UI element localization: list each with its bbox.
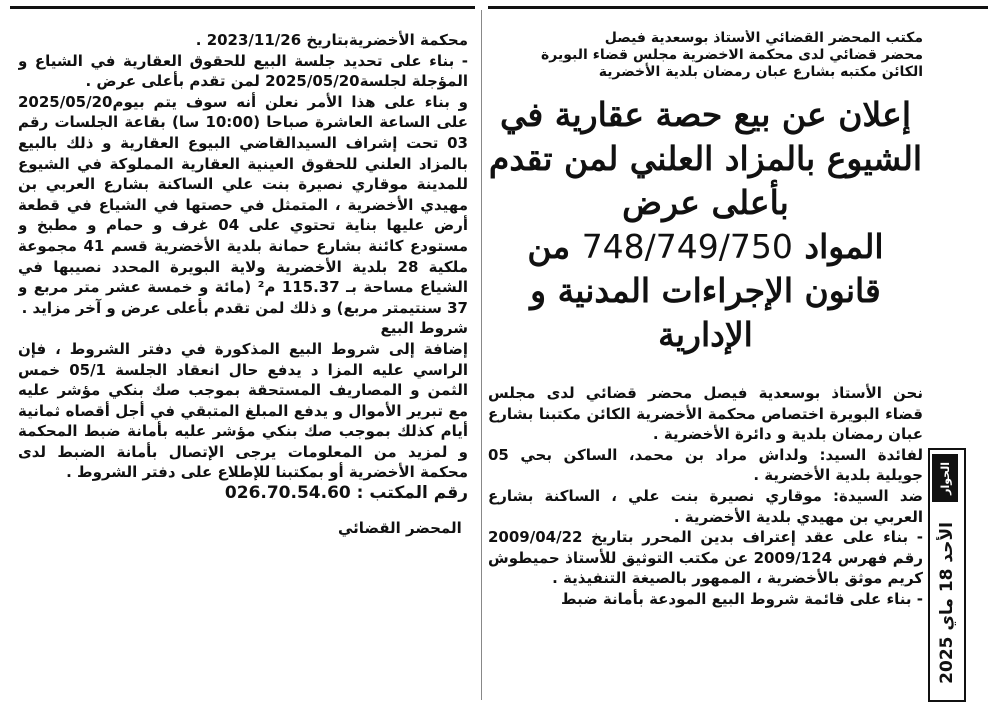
headline-line-1: إعلان عن بيع حصة عقارية في الشيوع بالمزاد العلني لمن تقدم بأعلى عرض — [488, 95, 923, 222]
headline-line-2 — [488, 225, 923, 357]
office-header — [488, 30, 923, 81]
sale-terms-paragraph: إضافة إلى شروط البيع المذكورة في دفتر الشروط ، فإن الراسي عليه المزا د يدفع حال انعقاد الجلسة 05/1 خمس الثمن و المصاريف المستحقة بموجب صك بنكي مؤشر عليه مع تبرير الأموال و يدفع المبلغ المتبقي في أجل أقصاه ثمانية أيام كذلك بموجب صك بنكي مؤشر عليه بأمانة ضبط المحكمة و لمزيد من المعلومات يرجى الإتصال بأمانة الضبط لدى محكمة الأخضرية أو بمكتبنا للإطلاع على دفتر الشروط . — [18, 339, 468, 482]
headline-suffix: من قانون الإجراءات المدنية و الإدارية — [527, 227, 881, 354]
office-line: مكتب المحضر القضائي الأستاذ بوسعدية فيصل — [604, 30, 923, 46]
newspaper-sidebar — [928, 448, 966, 702]
newspaper-logo-text: الحوار — [938, 461, 952, 495]
office-line: الكائن مكتبه بشارع عبان رمضان بلدية الأخضرية — [598, 64, 923, 80]
issue-date-text: الأحد 18 ماي 2025 — [937, 521, 957, 684]
announcement-headline — [488, 93, 923, 357]
sale-details-paragraph: و بناء على هذا الأمر نعلن أنه سوف يتم بيوم2025/05/20 على الساعة العاشرة صباحا (10:00 سا) بقاعة الجلسات رقم 03 تحت إشراف السيدالقاضي البيوع العقارية و ذلك بالبيع بالمزاد العلني للحقوق العينية العقارية المملوكة في الشيوع للمدينة موقاري نصيرة بنت علي الساكنة بشارع العربي بن مهيدي الأخضرية ، المتمثل في حصتها في الشياع في قطعة أرض عليها بناية تحتوي على 04 غرف و حمام و مطبخ و مستودع كائنة بشارع حمانة بلدية الأخضرية قسم 41 مجموعة ملكية 28 بلدية الأخضرية ولاية البويرة المحدد نصيبها في الشياع مساحة بـ 115.37 م² (مائة و خمسة عشر متر مربع و 37 سنتيمتر مربع) و ذلك لمن تقدم بأعلى عرض و آخر مزايد . — [18, 92, 468, 317]
top-rule-left — [10, 6, 475, 9]
sale-terms-label: شروط البيع — [380, 319, 468, 338]
office-line: محضر قضائي لدى محكمة الاخضرية مجلس قضاء البويرة — [541, 47, 923, 63]
issue-date — [930, 510, 964, 695]
signature: المحضر القضائي — [338, 518, 462, 537]
phone-number: 026.70.54.60 — [224, 483, 351, 504]
office-phone — [18, 483, 468, 504]
phone-label: رقم المكتب : — [356, 483, 468, 504]
right-column — [488, 30, 923, 702]
session-paragraph: - بناء على تحديد جلسة البيع للحقوق العقارية في الشياع و المؤجلة لجلسة2025/05/20 لمن تقدم بأعلى عرض . — [18, 51, 468, 91]
beneficiary-paragraph: لفائدة السيد: ولداش مراد بن محمد، الساكن بحي 05 جويلية بلدية الأخضرية . — [488, 445, 923, 485]
intro-paragraph: نحن الأستاذ بوسعدية فيصل محضر قضائي لدى مجلس قضاء البويرة اختصاص محكمة الأخضرية الكائن مكتبنا بشارع عبان رمضان بلدية و دائرة الأخضرية . — [488, 384, 923, 444]
headline-article-numbers: 748/749/750 — [581, 227, 793, 266]
headline-prefix: المواد — [804, 227, 884, 266]
left-column — [18, 30, 468, 702]
court-date-paragraph: محكمة الأخضريةبتاريخ 2023/11/26 . — [195, 31, 468, 49]
contract-paragraph: - بناء على عقد إعتراف بدين المحرر بتاريخ 2009/04/22 رقم فهرس 2009/124 عن مكتب التوثيق للأستاذ حميطوش كريم موثق بالأخضرية ، الممهور بالصيغة التنفيذية . — [488, 528, 923, 588]
column-divider — [481, 10, 482, 700]
top-rule-right — [488, 6, 988, 9]
newspaper-logo — [932, 454, 958, 502]
conditions-paragraph: - بناء على قائمة شروط البيع المودعة بأمانة ضبط — [561, 589, 923, 608]
against-paragraph: ضد السيدة: موقاري نصيرة بنت علي ، الساكنة بشارع العربي بن مهيدي بلدية الأخضرية . — [488, 486, 923, 526]
